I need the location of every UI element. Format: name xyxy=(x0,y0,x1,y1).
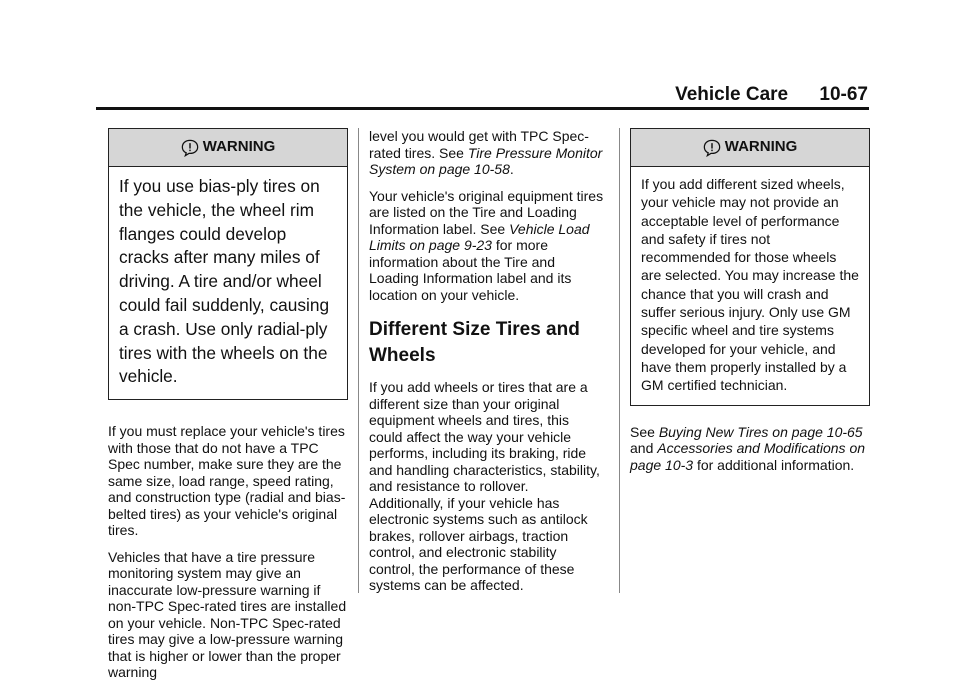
warning-icon xyxy=(703,139,721,157)
column-middle xyxy=(369,128,605,604)
column-divider xyxy=(358,128,359,593)
section-title: Vehicle Care xyxy=(675,84,789,105)
text: Your vehicle's original equipment tires are listed on the Tire and Loading Information label. See xyxy=(369,187,604,237)
cross-reference[interactable]: Accessories and Modifications on page 10-3 xyxy=(630,440,866,473)
column-left xyxy=(108,128,348,691)
warning-label: WARNING xyxy=(724,138,798,156)
header-rule xyxy=(96,107,869,110)
warning-label: WARNING xyxy=(202,138,276,156)
text: for additional information. xyxy=(693,456,855,473)
paragraph: If you must replace your vehicle's tires with those that do not have a TPC Spec number, make sure they are the same size, load range, speed rating, and construction type (radial and bias-belted tires) as your vehicle's original tires. xyxy=(108,423,346,539)
paragraph: If you add wheels or tires that are a different size than your original equipment wheels and tires, this could affect the way your vehicle performs, including its braking, ride and handling characteristics, stability, and resistance to rollover. Additionally, if your vehicle has electronic systems such as antilock brakes, rollover airbags, traction control, and electronic stability control, the performance of these systems can be affected. xyxy=(369,379,600,593)
text: for more information about the Tire and Loading Information label and its location on your vehicle. xyxy=(369,237,572,303)
section-heading: Different Size Tires and Wheels xyxy=(369,319,580,366)
paragraph: Vehicles that have a tire pressure monitoring system may give an inaccurate low-pressure warning if non-TPC Spec-rated tires are installed on your vehicle. Non-TPC Spec-rated tires may give a low-pressure warning that is higher or lower than the proper warning xyxy=(108,548,347,681)
paragraph xyxy=(369,188,605,304)
page-number: 10-67 xyxy=(819,84,868,105)
cross-reference[interactable]: Tire Pressure Monitor System on page 10-58 xyxy=(369,144,603,177)
text: . xyxy=(509,161,514,177)
warning-icon xyxy=(181,139,199,157)
text: level you would get with TPC Spec-rated tires. See xyxy=(369,128,589,161)
paragraph xyxy=(369,128,605,178)
warning-box xyxy=(630,128,870,406)
warning-text: If you add different sized wheels, your vehicle may not provide an acceptable level of performance and safety if tires not recommended for those wheels are selected. You may increase the chance that you will crash and suffer serious injury. Only use GM specific wheel and tire systems developed for your vehicle, and have them properly installed by a GM certified technician. xyxy=(631,166,869,405)
paragraph xyxy=(630,424,870,474)
cross-reference[interactable]: Vehicle Load Limits on page 9-23 xyxy=(369,220,590,253)
cross-reference[interactable]: Buying New Tires on page 10-65 xyxy=(658,423,863,440)
text: and xyxy=(630,440,658,457)
warning-header xyxy=(109,129,347,166)
page-header xyxy=(96,84,868,106)
column-divider xyxy=(619,128,620,593)
warning-box xyxy=(108,128,348,400)
warning-header xyxy=(631,129,869,166)
column-right xyxy=(630,128,870,483)
text: See xyxy=(630,423,659,440)
warning-text: If you use bias-ply tires on the vehicle, the wheel rim flanges could develop cracks after many miles of driving. A tire and/or wheel could fail suddenly, causing a crash. Use only radial-ply tires with the wheels on the vehicle. xyxy=(109,166,347,399)
